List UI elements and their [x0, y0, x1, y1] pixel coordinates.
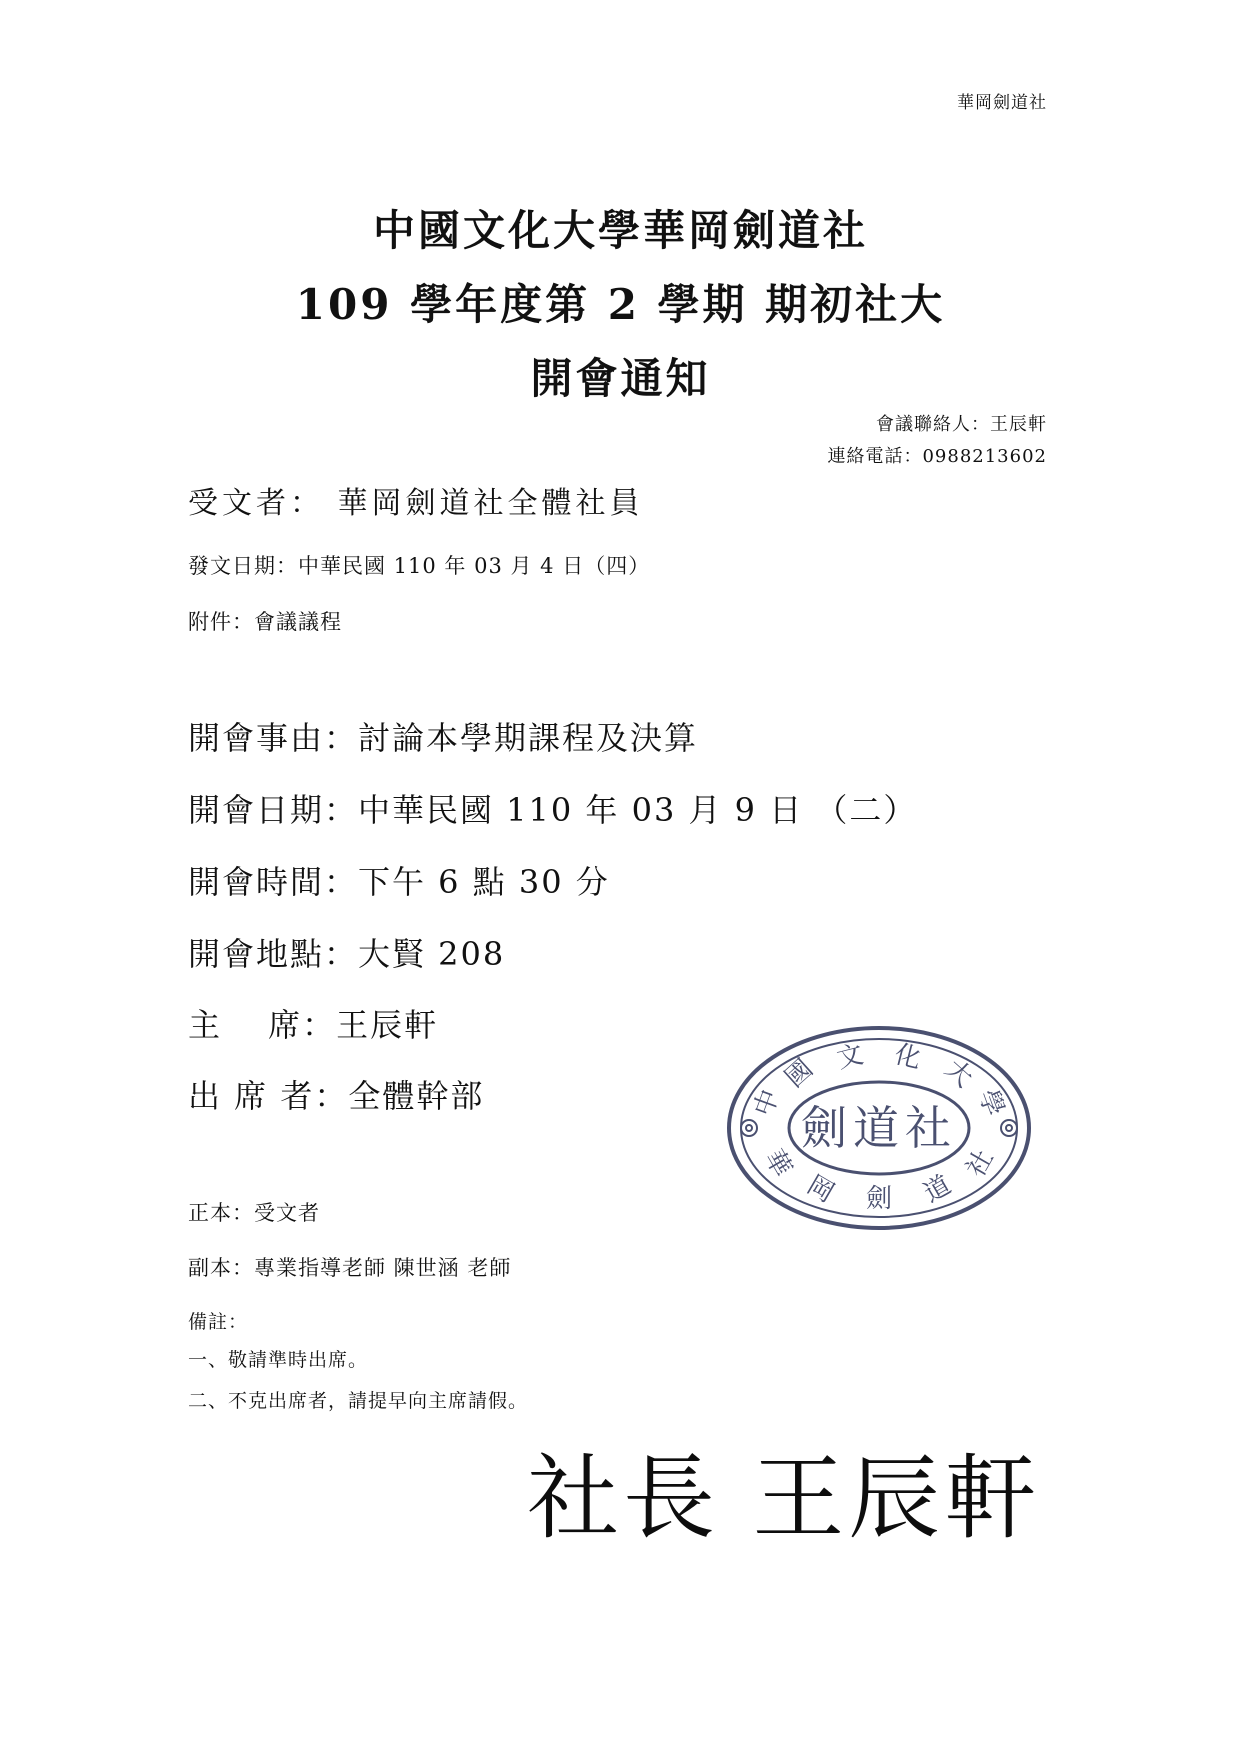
document-title-university: 中國文化大學華岡劍道社 [372, 206, 868, 255]
copy-duplicate: 副本：專業指導老師 陳世涵 老師 [188, 1256, 512, 1280]
meeting-location: 開會地點：大賢 208 [188, 935, 506, 973]
issue-date: 發文日期：中華民國 110 年 03 月 4 日（四） [188, 554, 651, 578]
seal-outer-char: 學 [972, 1085, 1010, 1121]
seal-outer-char: 華 [758, 1144, 798, 1183]
seal-outer-char: 國 [779, 1053, 820, 1094]
seal-outer-char: 岡 [801, 1169, 840, 1209]
seal-outer-char: 中 [748, 1085, 786, 1121]
seal-outer-char: 化 [891, 1039, 925, 1075]
contact-phone: 連絡電話：0988213602 [827, 446, 1047, 467]
document-title-semester: 109 學年度第 2 學期 期初社大 [295, 280, 946, 329]
meeting-date: 開會日期：中華民國 110 年 03 月 9 日 （二） [188, 791, 918, 829]
notes-item-1: 一、敬請準時出席。 [188, 1349, 369, 1371]
attachment: 附件：會議議程 [188, 610, 342, 634]
meeting-attendees: 出 席 者：全體幹部 [188, 1077, 485, 1115]
seal-outer-char: 社 [960, 1144, 1000, 1183]
notes-item-2: 二、不克出席者，請提早向主席請假。 [188, 1390, 529, 1412]
contact-person: 會議聯絡人：王辰軒 [876, 414, 1047, 435]
seal-outer-char: 道 [918, 1169, 957, 1209]
seal-outer-char: 劍 [865, 1184, 893, 1214]
notes-label: 備註： [188, 1311, 249, 1333]
seal-outer-char: 大 [938, 1053, 979, 1094]
document-title-notice: 開會通知 [530, 354, 711, 403]
club-seal-stamp [723, 1022, 1035, 1234]
copy-original: 正本：受文者 [188, 1201, 320, 1225]
seal-outer-char: 文 [833, 1039, 867, 1075]
recipient: 受文者： 華岡劍道社全體社員 [188, 486, 644, 521]
meeting-time: 開會時間：下午 6 點 30 分 [188, 863, 610, 901]
meeting-chair: 主 席：王辰軒 [188, 1006, 439, 1044]
seal-icon [723, 1022, 1035, 1234]
header-club-name: 華岡劍道社 [957, 93, 1047, 113]
president-signature: 社長 王辰軒 [527, 1445, 1041, 1552]
meeting-reason: 開會事由：討論本學期課程及決算 [188, 719, 699, 757]
svg-text:劍道社: 劍道社 [801, 1101, 957, 1155]
